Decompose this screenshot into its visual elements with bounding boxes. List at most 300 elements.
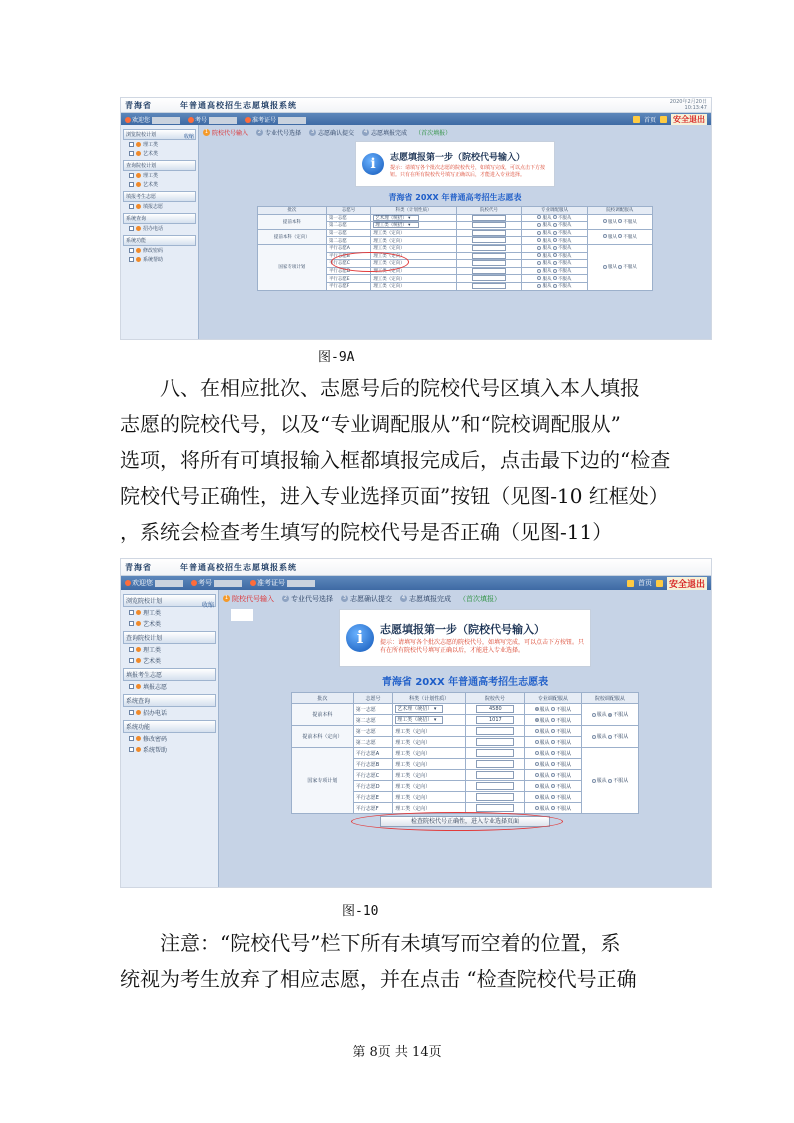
text-line: 志愿的院校代号，以及“专业调配服从”和“院校调配服从” — [120, 412, 621, 436]
expand-icon — [129, 647, 134, 652]
sidebar-item[interactable]: 理工类 — [123, 140, 196, 149]
college-code-input[interactable] — [476, 760, 514, 768]
bullet-icon — [136, 204, 141, 209]
sidebar-item[interactable]: 招办电话 — [123, 707, 216, 718]
user-icon — [125, 117, 131, 123]
info-tip: 提示：请填写各个批次志愿的院校代号，如填写完成，可以点击下方按钮。只有在所有院校代号填写正确以后，才能进入专业选择。 — [390, 164, 546, 178]
main-panel — [219, 590, 711, 887]
radio-yes[interactable] — [535, 707, 539, 711]
column-header: 科类（计划性质） — [371, 207, 457, 215]
volunteer-no-cell: 平行志愿D — [353, 781, 393, 792]
radio-yes[interactable] — [603, 219, 607, 223]
home-link[interactable]: 首页 — [643, 116, 656, 124]
college-code-input[interactable] — [472, 237, 506, 243]
radio-yes[interactable] — [537, 223, 541, 227]
subject-select[interactable]: 理工类（统招） ▾ — [373, 222, 419, 228]
chevron-down-icon: ▾ — [406, 215, 411, 221]
radio-no[interactable] — [608, 735, 612, 739]
radio-no[interactable] — [618, 234, 622, 238]
subject-select[interactable]: 理工类（统招） ▾ — [395, 716, 443, 724]
radio-yes[interactable] — [537, 276, 541, 280]
step-indicator — [223, 592, 707, 605]
sidebar-item[interactable]: 艺术类 — [123, 618, 216, 629]
code-cell — [456, 267, 521, 275]
radio-no[interactable] — [553, 284, 557, 288]
id-icon — [191, 580, 197, 586]
major-adjust-cell: 服从 不服从 — [522, 260, 587, 268]
radio-yes[interactable] — [535, 762, 539, 766]
volunteer-no-cell: 平行志愿A — [353, 748, 393, 759]
collapse-button[interactable]: 收缩 — [201, 602, 214, 609]
expand-icon — [129, 182, 134, 187]
bullet-icon — [136, 710, 141, 715]
collapse-button[interactable]: 收缩 — [183, 134, 194, 140]
radio-yes[interactable] — [537, 284, 541, 288]
batch-cell: 提前本科 — [258, 214, 327, 229]
page-footer: 第 8页 共 14页 — [352, 1045, 442, 1060]
subject-cell: 理工类（定向） — [393, 770, 466, 781]
subject-cell: 理工类（定向） — [393, 748, 466, 759]
subject-cell: 理工类（定向） — [371, 229, 457, 237]
bullet-icon — [136, 747, 141, 752]
major-adjust-cell: 服从 不服从 — [524, 792, 581, 803]
subject-cell: 理工类（定向） — [371, 275, 457, 283]
volunteer-no-cell: 第二志愿 — [353, 715, 393, 726]
major-adjust-cell: 服从 不服从 — [522, 282, 587, 290]
code-cell — [456, 222, 521, 230]
chevron-down-icon: ▾ — [432, 717, 437, 723]
volunteer-no-cell: 平行志愿F — [326, 282, 370, 290]
sidebar — [121, 125, 199, 339]
college-code-input[interactable] — [476, 727, 514, 735]
app-header — [121, 98, 711, 113]
college-code-input[interactable] — [472, 222, 506, 228]
text-line: 选项，将所有可填报输入框都填报完成后，点击最下边的“检查 — [120, 448, 671, 472]
bullet-icon — [136, 151, 141, 156]
info-tip: 提示：请填写各个批次志愿的院校代号，如填写完成，可以点击下方按钮。只有在所有院校代号填写正确以后，才能进入专业选择。 — [380, 639, 585, 654]
sidebar-item[interactable]: 填报志愿 — [123, 202, 196, 211]
batch-cell: 提前本科 — [292, 704, 354, 726]
sidebar-item[interactable]: 艺术类 — [123, 149, 196, 158]
app-header — [121, 559, 711, 576]
expand-icon — [129, 610, 134, 615]
step-3[interactable]: 3 志愿确认提交 — [342, 594, 392, 603]
volunteer-no-cell: 平行志愿C — [353, 770, 393, 781]
volunteer-no-cell: 平行志愿E — [326, 275, 370, 283]
college-code-input[interactable] — [472, 253, 506, 259]
radio-no[interactable] — [618, 265, 622, 269]
column-header: 志愿号 — [353, 693, 393, 704]
college-code-input[interactable] — [476, 804, 514, 812]
radio-no[interactable] — [553, 223, 557, 227]
code-cell — [465, 737, 524, 748]
sidebar-item[interactable]: 艺术类 — [123, 180, 196, 189]
bullet-icon — [136, 684, 141, 689]
column-header: 批次 — [258, 207, 327, 215]
nav-bar — [121, 576, 711, 590]
step-4[interactable]: 4 志愿填报完成 — [363, 128, 408, 137]
sidebar-group[interactable]: 系统查询 — [123, 213, 196, 224]
home-icon[interactable] — [633, 116, 640, 123]
info-icon: i — [346, 624, 374, 652]
sidebar-item[interactable]: 招办电话 — [123, 224, 196, 233]
college-adjust-cell: 服从 不服从 — [587, 244, 652, 290]
major-adjust-cell: 服从 不服从 — [524, 704, 581, 715]
radio-no[interactable] — [551, 773, 555, 777]
column-header: 批次 — [292, 693, 354, 704]
radio-yes[interactable] — [535, 773, 539, 777]
code-cell — [465, 770, 524, 781]
column-header: 志愿号 — [326, 207, 370, 215]
info-icon: i — [362, 153, 384, 175]
volunteer-no-cell: 平行志愿B — [326, 252, 370, 260]
radio-no[interactable] — [553, 261, 557, 265]
step-1[interactable]: 1 院校代号输入 — [204, 128, 249, 137]
college-code-input[interactable] — [472, 283, 506, 289]
column-header: 院校代号 — [465, 693, 524, 704]
radio-yes[interactable] — [535, 751, 539, 755]
radio-no[interactable] — [551, 707, 555, 711]
college-code-input[interactable] — [476, 782, 514, 790]
radio-no[interactable] — [551, 718, 555, 722]
subject-cell — [371, 214, 457, 222]
sidebar-group[interactable]: 浏览院校计划 — [123, 594, 216, 607]
college-code-input[interactable] — [476, 738, 514, 746]
code-cell — [456, 275, 521, 283]
exit-icon[interactable] — [656, 580, 663, 587]
major-adjust-cell: 服从 不服从 — [522, 222, 587, 230]
bullet-icon — [136, 142, 141, 147]
volunteer-no-cell: 第二志愿 — [326, 222, 370, 230]
major-adjust-cell: 服从 不服从 — [524, 803, 581, 814]
sidebar-item[interactable]: 系统帮助 — [123, 744, 216, 755]
code-cell — [465, 726, 524, 737]
first-fill-tag: （首次填报） — [415, 129, 452, 137]
sidebar-item[interactable]: 理工类 — [123, 607, 216, 618]
screenshot-figure-10 — [120, 558, 712, 888]
expand-icon — [129, 658, 134, 663]
radio-yes[interactable] — [537, 215, 541, 219]
radio-yes[interactable] — [535, 740, 539, 744]
subject-cell: 理工类（定向） — [393, 737, 466, 748]
code-cell — [465, 759, 524, 770]
subject-select[interactable]: 艺术理（统招） ▾ — [395, 705, 443, 713]
radio-yes[interactable] — [592, 713, 596, 717]
radio-yes[interactable] — [537, 238, 541, 242]
sidebar-group[interactable]: 系统功能 — [123, 720, 216, 733]
sidebar-item[interactable]: 修改密码 — [123, 733, 216, 744]
radio-yes[interactable] — [592, 735, 596, 739]
batch-cell: 国家专项计划 — [292, 748, 354, 814]
check-code-button[interactable]: 检查院校代号正确性，进入专业选择页面 — [380, 816, 550, 827]
sidebar-item[interactable]: 艺术类 — [123, 655, 216, 666]
table-row — [292, 704, 639, 715]
sidebar-group[interactable]: 填报考生志愿 — [123, 668, 216, 681]
subject-cell: 理工类（定向） — [393, 759, 466, 770]
radio-no[interactable] — [618, 219, 622, 223]
radio-yes[interactable] — [535, 729, 539, 733]
subject-cell: 理工类（定向） — [371, 237, 457, 245]
bullet-icon — [136, 248, 141, 253]
subject-cell: 理工类（定向） — [393, 781, 466, 792]
table-row — [292, 748, 639, 759]
text-line: 注意：“院校代号”栏下所有未填写而空着的位置，系 — [160, 931, 621, 955]
expand-icon — [129, 684, 134, 689]
code-cell — [465, 792, 524, 803]
expand-icon — [129, 151, 134, 156]
subject-cell — [371, 222, 457, 230]
college-code-input[interactable]: 1017 — [476, 716, 514, 724]
column-header: 专业调配服从 — [522, 207, 587, 215]
table-row — [292, 726, 639, 737]
radio-yes[interactable] — [535, 795, 539, 799]
college-adjust-cell: 服从 不服从 — [581, 748, 638, 814]
college-adjust-cell: 服从 不服从 — [581, 726, 638, 748]
step-2[interactable]: 2 专业代号选择 — [283, 594, 333, 603]
expand-icon — [129, 736, 134, 741]
major-adjust-cell: 服从 不服从 — [522, 237, 587, 245]
home-icon[interactable] — [627, 580, 634, 587]
sidebar-group[interactable]: 填报考生志愿 — [123, 191, 196, 202]
radio-yes[interactable] — [537, 269, 541, 273]
radio-yes[interactable] — [535, 806, 539, 810]
step-2[interactable]: 2 专业代号选择 — [257, 128, 302, 137]
expand-icon — [129, 257, 134, 262]
major-adjust-cell: 服从 不服从 — [524, 748, 581, 759]
expand-icon — [129, 248, 134, 253]
radio-no[interactable] — [551, 762, 555, 766]
column-header: 院校调配服从 — [587, 207, 652, 215]
sidebar-group[interactable]: 查询院校计划 — [123, 631, 216, 644]
highlight-oval — [351, 812, 563, 831]
radio-no[interactable] — [551, 795, 555, 799]
figure-caption: 图-10 — [342, 904, 379, 919]
nav-bar — [121, 113, 711, 125]
ticket-no-label: 准考证号 — [250, 578, 315, 588]
radio-no[interactable] — [553, 238, 557, 242]
college-code-input[interactable] — [476, 749, 514, 757]
radio-yes[interactable] — [592, 779, 596, 783]
sidebar-group[interactable]: 系统查询 — [123, 694, 216, 707]
form-title: 青海省 20XX 年普通高考招生志愿表 — [388, 193, 522, 202]
table-header-row — [292, 693, 639, 704]
bullet-icon — [136, 736, 141, 741]
volunteer-no-cell: 平行志愿A — [326, 244, 370, 252]
radio-no[interactable] — [608, 779, 612, 783]
sidebar-item[interactable]: 修改密码 — [123, 246, 196, 255]
code-cell — [465, 781, 524, 792]
column-header: 科类（计划性质） — [393, 693, 466, 704]
college-code-input[interactable]: 4580 — [476, 705, 514, 713]
highlight-oval — [331, 252, 409, 272]
sidebar-item[interactable]: 填报志愿 — [123, 681, 216, 692]
major-adjust-cell: 服从 不服从 — [522, 252, 587, 260]
radio-no[interactable] — [553, 269, 557, 273]
expand-icon — [129, 204, 134, 209]
sidebar-group[interactable]: 浏览院校计划 — [123, 129, 196, 140]
app-title: 青海省 年普通高校招生志愿填报系统 — [125, 561, 297, 572]
logout-button[interactable]: 安全退出 — [667, 577, 707, 590]
step-4[interactable]: 4 志愿填报完成 — [401, 594, 451, 603]
volunteer-no-cell: 平行志愿F — [353, 803, 393, 814]
volunteer-table — [291, 692, 639, 814]
user-icon — [125, 580, 131, 586]
college-code-input[interactable] — [472, 275, 506, 281]
table-row — [258, 244, 653, 252]
expand-icon — [129, 226, 134, 231]
college-code-input[interactable] — [476, 771, 514, 779]
subject-cell: 理工类（定向） — [393, 803, 466, 814]
table-header-row — [258, 207, 653, 215]
radio-no[interactable] — [551, 784, 555, 788]
expand-icon — [129, 747, 134, 752]
major-adjust-cell: 服从 不服从 — [524, 726, 581, 737]
volunteer-no-cell: 第一志愿 — [353, 726, 393, 737]
text-line: ，系统会检查考生填写的院校代号是否正确（见图-11） — [120, 520, 613, 544]
college-code-input[interactable] — [472, 268, 506, 274]
radio-no[interactable] — [551, 806, 555, 810]
radio-no[interactable] — [553, 215, 557, 219]
volunteer-no-cell: 平行志愿D — [326, 267, 370, 275]
subject-cell — [393, 704, 466, 715]
volunteer-no-cell: 平行志愿C — [326, 260, 370, 268]
ticket-icon — [250, 580, 256, 586]
volunteer-no-cell: 平行志愿B — [353, 759, 393, 770]
sidebar-group[interactable]: 系统功能 — [123, 235, 196, 246]
expand-icon — [129, 142, 134, 147]
step-indicator — [203, 127, 707, 137]
bullet-icon — [136, 621, 141, 626]
code-cell — [465, 715, 524, 726]
table-row — [258, 214, 653, 222]
volunteer-table — [257, 206, 653, 291]
radio-yes[interactable] — [535, 718, 539, 722]
bullet-icon — [136, 610, 141, 615]
volunteer-no-cell: 平行志愿E — [353, 792, 393, 803]
radio-no[interactable] — [553, 276, 557, 280]
info-box — [355, 141, 555, 187]
radio-no[interactable] — [551, 751, 555, 755]
radio-yes[interactable] — [537, 253, 541, 257]
college-adjust-cell: 服从 不服从 — [587, 214, 652, 229]
major-adjust-cell: 服从 不服从 — [522, 275, 587, 283]
batch-cell: 提前本科（定向） — [292, 726, 354, 748]
major-adjust-cell: 服从 不服从 — [522, 244, 587, 252]
major-adjust-cell: 服从 不服从 — [524, 759, 581, 770]
code-cell — [456, 244, 521, 252]
logout-button[interactable]: 安全退出 — [673, 114, 705, 124]
chevron-down-icon: ▾ — [432, 706, 437, 712]
radio-yes[interactable] — [603, 265, 607, 269]
code-cell — [456, 237, 521, 245]
form-title: 青海省 20XX 年普通高考招生志愿表 — [381, 677, 549, 688]
subject-cell: 理工类（定向） — [371, 282, 457, 290]
text-line: 八、在相应批次、志愿号后的院校代号区填入本人填报 — [160, 376, 640, 400]
welcome-label: 欢迎您 — [125, 578, 183, 588]
text-line: 院校代号正确性，进入专业选择页面”按钮（见图-10 红框处） — [120, 484, 669, 508]
main-panel — [199, 125, 711, 339]
code-cell — [456, 229, 521, 237]
first-fill-tag: （首次填报） — [459, 594, 501, 603]
radio-no[interactable] — [553, 253, 557, 257]
code-cell — [456, 282, 521, 290]
ticket-no-label: 准考证号 — [245, 115, 306, 124]
subject-select[interactable]: 艺术理（统招） ▾ — [373, 215, 419, 221]
subject-cell: 理工类（定向） — [371, 267, 457, 275]
radio-no[interactable] — [551, 740, 555, 744]
radio-no[interactable] — [608, 713, 612, 717]
exit-icon[interactable] — [660, 116, 667, 123]
subject-cell: 理工类（定向） — [393, 726, 466, 737]
radio-yes[interactable] — [535, 784, 539, 788]
major-adjust-cell: 服从 不服从 — [522, 229, 587, 237]
subject-cell: 理工类（定向） — [371, 252, 457, 260]
subject-cell: 理工类（定向） — [393, 792, 466, 803]
radio-no[interactable] — [553, 246, 557, 250]
batch-cell: 国家专项计划 — [258, 244, 327, 290]
info-title: 志愿填报第一步（院校代号输入） — [390, 152, 526, 163]
id-icon — [188, 117, 194, 123]
sidebar-item[interactable]: 理工类 — [123, 644, 216, 655]
sidebar-item[interactable]: 系统帮助 — [123, 255, 196, 264]
major-adjust-cell: 服从 不服从 — [524, 781, 581, 792]
college-code-input[interactable] — [472, 215, 506, 221]
college-adjust-cell: 服从 不服从 — [581, 704, 638, 726]
step-1[interactable]: 1 院校代号输入 — [224, 594, 274, 603]
code-cell — [465, 748, 524, 759]
bullet-icon — [136, 257, 141, 262]
welcome-label: 欢迎您 — [125, 115, 180, 124]
column-header: 院校代号 — [456, 207, 521, 215]
screenshot-figure-9a — [120, 97, 712, 340]
text-line: 统视为考生放弃了相应志愿，并在点击 “检查院校代号正确 — [120, 967, 637, 991]
paragraph — [120, 370, 700, 550]
radio-yes[interactable] — [537, 246, 541, 250]
examinee-no-label: 考号 — [188, 115, 237, 124]
radio-no[interactable] — [551, 729, 555, 733]
sidebar-group[interactable]: 查询院校计划 — [123, 160, 196, 171]
step-3[interactable]: 3 志愿确认提交 — [310, 128, 355, 137]
radio-yes[interactable] — [603, 234, 607, 238]
major-adjust-cell: 服从 不服从 — [524, 715, 581, 726]
college-code-input[interactable] — [476, 793, 514, 801]
bullet-icon — [136, 173, 141, 178]
code-cell — [465, 704, 524, 715]
college-code-input[interactable] — [472, 260, 506, 266]
sidebar — [121, 590, 219, 887]
home-link[interactable]: 首页 — [637, 579, 652, 587]
bullet-icon — [136, 182, 141, 187]
college-code-input[interactable] — [472, 245, 506, 251]
expand-icon — [129, 710, 134, 715]
app-title: 青海省 年普通高校招生志愿填报系统 — [125, 99, 297, 110]
radio-yes[interactable] — [537, 231, 541, 235]
radio-yes[interactable] — [537, 261, 541, 265]
ticket-icon — [245, 117, 251, 123]
table-row — [258, 229, 653, 237]
chevron-down-icon: ▾ — [406, 223, 411, 229]
sidebar-item[interactable]: 理工类 — [123, 171, 196, 180]
radio-no[interactable] — [553, 231, 557, 235]
info-title: 志愿填报第一步（院校代号输入） — [380, 623, 545, 636]
volunteer-no-cell: 第一志愿 — [326, 214, 370, 222]
datetime: 2020年2月20日 10:13:47 — [669, 99, 707, 111]
college-code-input[interactable] — [472, 230, 506, 236]
volunteer-no-cell: 第二志愿 — [353, 737, 393, 748]
column-header: 院校调配服从 — [581, 693, 638, 704]
bullet-icon — [136, 647, 141, 652]
figure-caption: 图-9A — [318, 350, 355, 365]
